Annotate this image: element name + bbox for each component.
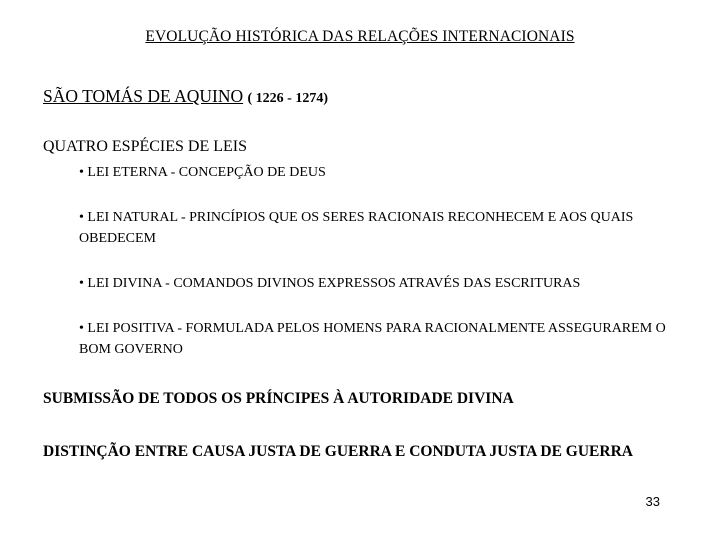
law-item-positiva: • LEI POSITIVA - FORMULADA PELOS HOMENS PARA RACIONALMENTE ASSEGURAREM O BOM GOVERNO: [79, 321, 666, 357]
statement-submission: SUBMISSÃO DE TODOS OS PRÍNCIPES À AUTORIDADE DIVINA: [43, 390, 514, 407]
author-dates: ( 1226 - 1274): [247, 91, 329, 106]
statement-just-war: DISTINÇÃO ENTRE CAUSA JUSTA DE GUERRA E CONDUTA JUSTA DE GUERRA: [43, 443, 633, 460]
law-item-eterna: • LEI ETERNA - CONCEPÇÃO DE DEUS: [79, 165, 326, 180]
page-number: 33: [645, 494, 660, 509]
slide-title: EVOLUÇÃO HISTÓRICA DAS RELAÇÕES INTERNACIONAIS: [145, 28, 575, 45]
section-heading: [43, 86, 328, 107]
author-name: SÃO TOMÁS DE AQUINO: [43, 86, 244, 106]
species-heading: QUATRO ESPÉCIES DE LEIS: [43, 138, 248, 155]
law-item-natural: • LEI NATURAL - PRINCÍPIOS QUE OS SERES RACIONAIS RECONHECEM E AOS QUAIS OBEDECEM: [79, 210, 634, 246]
law-item-divina: • LEI DIVINA - COMANDOS DIVINOS EXPRESSOS ATRAVÉS DAS ESCRITURAS: [79, 276, 581, 291]
